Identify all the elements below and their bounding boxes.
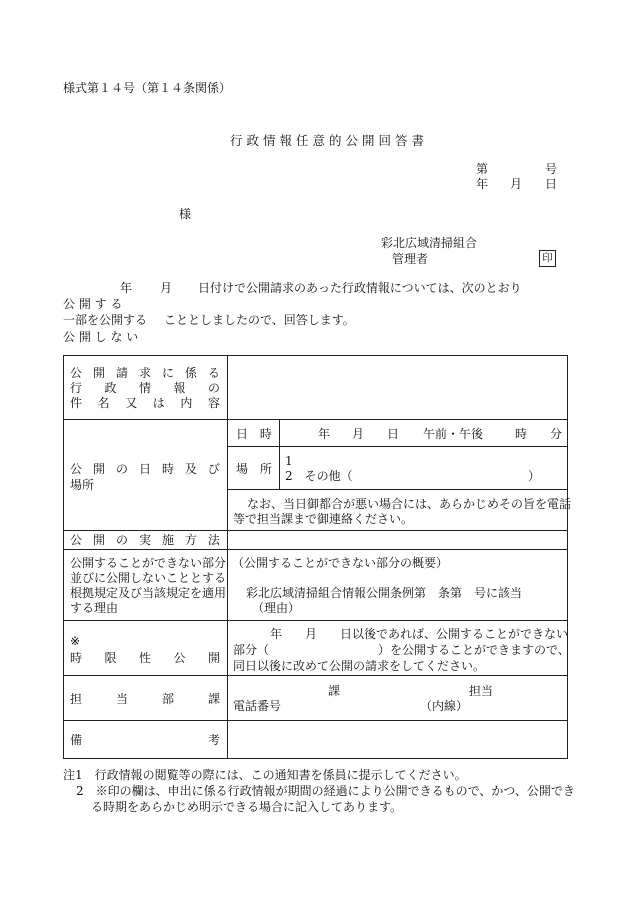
option-partial-tail: こととしましたので、回答します。 <box>164 313 355 327</box>
notice-line1: なお、当日御都合が悪い場合には、あらかじめその旨を電話 <box>247 497 572 511</box>
row5-line2b: ）を公開することができますので、 <box>378 643 570 657</box>
option-open: 公 開 す る <box>63 297 123 311</box>
row4-content-ordinance: 彩北広域清掃組合情報公開条例第 条第 号に該当 <box>246 586 523 600</box>
datetime-hour: 時 <box>515 427 528 441</box>
doc-number-suffix: 号 <box>545 162 558 176</box>
datetime-month: 月 <box>352 427 365 441</box>
row4-label-line1: 公開することができない部分 <box>70 556 227 570</box>
datetime-day: 日 <box>387 427 400 441</box>
sender-organization: 彩北広域清掃組合 <box>381 236 478 250</box>
row6-naisen: （内線） <box>420 699 469 713</box>
row1-label-line1: 公 開 請 求 に 係 る <box>70 366 220 380</box>
row6-ka: 課 <box>328 684 341 698</box>
intro-date-text: 日付けで公開請求のあった行政情報については、次のとおり <box>198 281 522 295</box>
datetime-minute: 分 <box>550 427 563 441</box>
intro-month: 月 <box>160 281 173 295</box>
row4-label-line2: 並びに公開しないこととする <box>70 571 227 585</box>
row6-tanto: 担当 <box>469 684 494 698</box>
row4-label-line3: 根拠規定及び当該規定を適用 <box>70 586 227 600</box>
datetime-year: 年 <box>318 427 331 441</box>
sender-role: 管理者 <box>392 252 429 266</box>
option-partial: 一部を公開する <box>63 313 148 327</box>
seal-mark: 印 <box>539 250 556 267</box>
row7-label: 備 考 <box>70 733 220 747</box>
row4-label-line4: する理由 <box>70 601 119 615</box>
note-1: 注1 行政情報の閲覧等の際には、この通知書を係員に提示してください。 <box>63 768 467 782</box>
row3-label: 公 開 の 実 施 方 法 <box>70 533 220 547</box>
form-number: 様式第１４号（第１４条関係） <box>63 81 232 95</box>
place-label: 場 所 <box>236 462 276 476</box>
place-option-1: 1 <box>285 454 293 468</box>
header-month: 月 <box>510 177 523 191</box>
note-2-line2: る時期をあらかじめ明示できる場合に記入してあります。 <box>91 800 403 814</box>
row5-label: 時 限 性 公 開 <box>70 651 220 665</box>
notice-line2: 等で担当課まで御連絡ください。 <box>233 512 414 526</box>
intro-year: 年 <box>120 281 133 295</box>
header-year: 年 <box>476 177 489 191</box>
datetime-label: 日 時 <box>236 427 276 441</box>
row4-content-reason: （理由） <box>252 601 301 615</box>
row1-label-line2: 行 政 情 報 の <box>70 381 220 395</box>
row5-line2a: 部分（ <box>233 643 270 657</box>
option-close: 公 開 し な い <box>63 330 139 344</box>
addressee-sama: 様 <box>179 207 192 221</box>
row5-line1: 日以後であれば、公開することができない <box>340 627 569 641</box>
row5-year: 年 <box>270 627 283 641</box>
header-day: 日 <box>545 177 558 191</box>
note-2-line1: 2 ※印の欄は、申出に係る行政情報が期間の経過により公開できるもので、かつ、公開でき <box>76 784 575 798</box>
row5-month: 月 <box>305 627 318 641</box>
row4-content-summary: （公開することができない部分の概要） <box>232 556 449 570</box>
row2-label-line2: 場所 <box>70 478 95 492</box>
row5-line3: 同日以後に改めて公開の請求をしてください。 <box>233 659 486 673</box>
doc-number-prefix: 第 <box>476 162 489 176</box>
place-option-2-close: ） <box>528 469 541 483</box>
row6-tel: 電話番号 <box>233 699 282 713</box>
row6-label: 担 当 部 課 <box>70 692 220 706</box>
row5-mark: ※ <box>70 634 81 648</box>
document-title: 行政情報任意的公開回答書 <box>230 133 429 148</box>
place-option-2: 2 その他（ <box>285 469 353 483</box>
datetime-ampm: 午前・午後 <box>423 427 484 441</box>
row2-label-line1: 公 開 の 日 時 及 び <box>70 462 220 476</box>
row1-label-line3: 件 名 又 は 内 容 <box>70 396 220 410</box>
